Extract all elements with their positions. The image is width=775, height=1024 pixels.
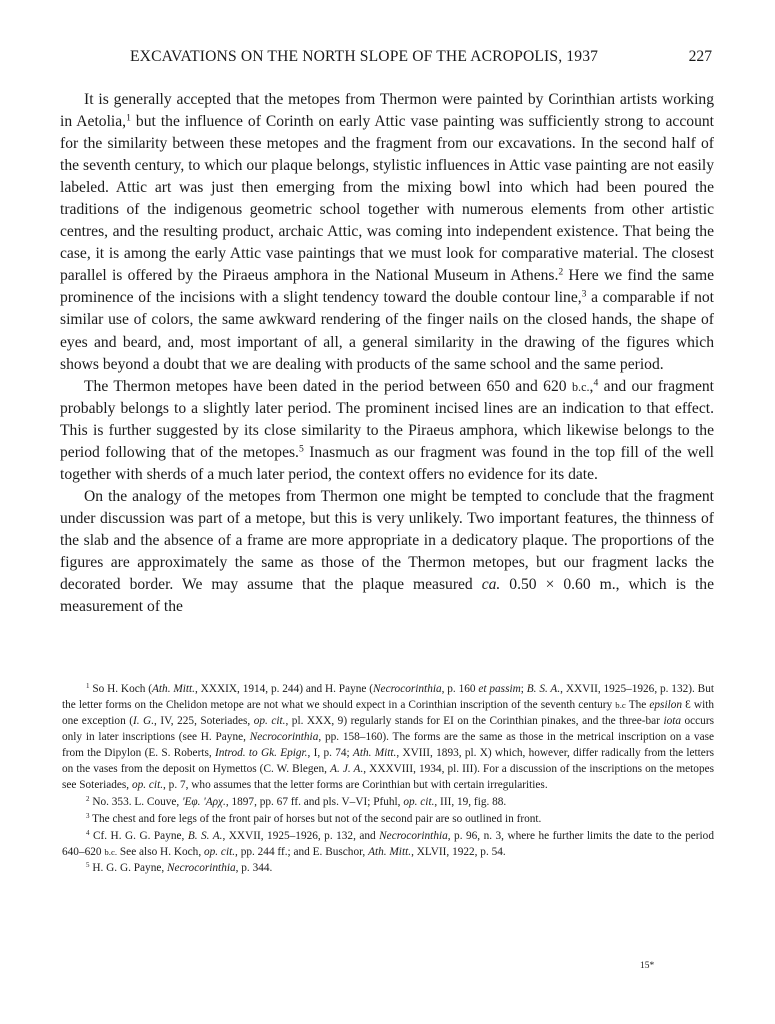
- fn-italic: op. cit.: [203, 845, 236, 858]
- fn-text: , III, 19, fig. 88.: [434, 795, 507, 808]
- fn-text: The chest and fore legs of the front pair of horses but not of the second pair are so outlined in front.: [89, 812, 542, 825]
- text-run: Here we find the same prominence of the incisions with a slight tendency toward the double contour line,: [60, 267, 714, 307]
- fn-text: , XXVII, 1925–1926, p. 132). But the letter forms on the Chelidon metope are not what we should expect in a Corinthian inscription of the seventh century: [62, 683, 714, 711]
- page-header: [90, 48, 712, 74]
- text-run: The Thermon metopes have been dated in the period between 650 and 620: [84, 377, 572, 395]
- fn-italic: B. S. A.: [526, 683, 561, 695]
- fn-text: , p. 7, who assumes that the letter forms are Corinthian but with certain irregularities.: [163, 778, 548, 791]
- fn-text: , XXVII, 1925–1926, p. 132, and: [222, 829, 380, 842]
- footnote-number: 5: [86, 861, 90, 870]
- fn-italic: Necrocorinthia: [379, 829, 448, 842]
- fn-text: , pl. XXX, 9) regularly stands for EI on the Corinthian pinakes, and the three-bar: [285, 714, 664, 727]
- fn-small-caps: b.c: [615, 699, 626, 710]
- fn-italic: et passim: [478, 683, 521, 695]
- running-head: EXCAVATIONS ON THE NORTH SLOPE OF THE ACROPOLIS, 1937: [130, 48, 599, 65]
- text-run: It is generally accepted that the metopes from Thermon were painted by Corinthian artists working in Aetolia,: [60, 91, 714, 131]
- footnotes: [62, 682, 714, 877]
- text-run: ,: [589, 377, 594, 395]
- fn-text: , IV, 225, Soteriades,: [154, 714, 254, 727]
- fn-text: Cf. H. G. G. Payne,: [89, 829, 188, 842]
- signature-mark: 15*: [640, 961, 655, 971]
- fn-text: , 1897, pp. 67 ff. and pls. V–VI; Pfuhl,: [225, 795, 404, 808]
- fn-text: , XXXVIII, 1934, pl. III). For a discussion of the inscriptions on the metopes see Soteriades,: [62, 762, 715, 791]
- fn-italic: Necrocorinthia: [373, 683, 442, 695]
- text-run: 0.50 × 0.60 m., which is the measurement of the: [60, 576, 714, 616]
- text-run: Inasmuch as our fragment was found in the top fill of the well together with sherds of a much later period, the context offers no evidence for its date.: [60, 443, 714, 483]
- footnote-number: 2: [86, 794, 90, 803]
- fn-text: H. G. G. Payne,: [89, 862, 168, 875]
- footnote-5: [62, 861, 714, 877]
- footnote-number: 3: [86, 811, 90, 820]
- fn-text: No. 353. L. Couve,: [89, 795, 183, 808]
- fn-italic: I. G.: [132, 714, 155, 727]
- fn-text: ;: [520, 683, 527, 695]
- paragraph-3: [60, 486, 714, 618]
- footnote-ref-1: 1: [126, 112, 131, 124]
- fn-italic: op. cit.: [131, 778, 164, 791]
- footnote-2: [62, 795, 714, 811]
- fn-italic: 'Εφ. 'Αρχ.: [182, 795, 226, 808]
- footnote-ref-5: 5: [298, 443, 304, 455]
- fn-text: , pp. 244 ff.; and E. Buschor,: [235, 845, 369, 858]
- fn-text: , XVIII, 1893, pl. X) which, however, differ radically from the letters on the vases from the deposit on Hymettos (C. W. Blegen,: [62, 746, 714, 775]
- paragraph-1: [60, 89, 714, 376]
- text-run: a comparable if not similar use of colors, the same awkward rendering of the finger nails on the closed hands, the shape of eyes and beard, and, most important of all, a general similarity in the drawing of the figures which shows beyond a doubt that we are dealing with products of the same school and the same period.: [60, 289, 715, 373]
- paragraph-2: [60, 376, 714, 486]
- fn-text: , I, p. 74;: [307, 746, 353, 759]
- fn-italic: Ath. Mitt.: [368, 845, 412, 858]
- fn-italic: Introd. to Gk. Epigr.: [214, 746, 308, 759]
- fn-italic: Necrocorinthia: [249, 730, 319, 743]
- fn-text: See also H. Koch,: [117, 845, 204, 858]
- fn-text: , XXXIX, 1914, p. 244) and H. Payne (: [195, 683, 374, 695]
- footnote-3: [62, 812, 714, 828]
- fn-text: occurs only in later inscriptions (see H. Payne,: [62, 714, 714, 743]
- footnote-1: [62, 682, 714, 794]
- fn-text: So H. Koch (: [89, 683, 152, 695]
- fn-text: with one exception (: [62, 698, 714, 727]
- fn-text: , p. 344.: [235, 862, 273, 875]
- fn-italic: op. cit.: [253, 714, 286, 727]
- text-run: On the analogy of the metopes from Thermon one might be tempted to conclude that the fragment under discussion was part of a metope, but this is very unlikely. Two important features, the thinness of the slab and the absence of a frame are more appropriate in a dedicatory plaque. The proportions of the figures are approximately the same as those of the Thermon metopes, but our fragment lacks the decorated border. We may assume that the plaque measured: [60, 487, 714, 594]
- footnote-ref-4: 4: [593, 377, 599, 389]
- fn-italic: epsilon: [649, 698, 683, 711]
- fn-italic: B. S. A.: [187, 829, 223, 842]
- italic-ca: ca.: [481, 576, 501, 594]
- body-text: [60, 89, 714, 618]
- text-run: and our fragment probably belongs to a slightly later period. The prominent incised lines are an indication to that effect. This is further suggested by its close similarity to the Piraeus amphora, which likewise belongs to the period following that of the metopes.: [60, 377, 714, 461]
- fn-text: , XLVII, 1922, p. 54.: [411, 845, 506, 858]
- fn-text: , p. 160: [441, 683, 479, 695]
- footnote-number: 1: [86, 682, 90, 691]
- fn-italic: A. J. A.: [330, 762, 364, 775]
- epsilon-glyph: Ɛ: [685, 698, 691, 711]
- fn-italic: Necrocorinthia: [167, 862, 236, 875]
- text-run: but the influence of Corinth on early Attic vase painting was sufficiently strong to account for the similarity between these metopes and the fragment from our excavations. In the second half of the seventh century, to which our plaque belongs, stylistic influences in Attic vase painting are not easily labeled. Attic art was just then emerging from the mixing bowl into which had been poured the traditions of the indigenous geometric school together with numerous elements from other artistic centres, and the resulting product, archaic Attic, was coming into independent existence. That being the case, it is among the early Attic vase paintings that we must look for comparative material. The closest parallel is offered by the Piraeus amphora in the National Museum in Athens.: [60, 113, 714, 285]
- fn-text: , pp. 158–160). The forms are the same as those in the metrical inscription on a vase from the Dipylon (E. S. Roberts,: [62, 730, 714, 759]
- small-caps-bc: b.c.: [571, 379, 590, 394]
- fn-italic: Ath. Mitt.: [152, 683, 195, 695]
- fn-italic: Ath. Mitt.: [352, 746, 397, 759]
- fn-text: , p. 96, n. 3, where he further limits the date to the period 640–620: [62, 829, 714, 858]
- footnote-number: 4: [86, 828, 90, 837]
- footnote-4: [62, 829, 714, 861]
- footnote-ref-2: 2: [558, 267, 564, 279]
- fn-small-caps: b.c.: [104, 846, 118, 857]
- page-number: 227: [688, 48, 712, 65]
- fn-italic: iota: [663, 714, 682, 727]
- fn-italic: op. cit.: [403, 795, 435, 808]
- fn-text: The: [625, 698, 650, 711]
- footnote-ref-3: 3: [581, 289, 587, 301]
